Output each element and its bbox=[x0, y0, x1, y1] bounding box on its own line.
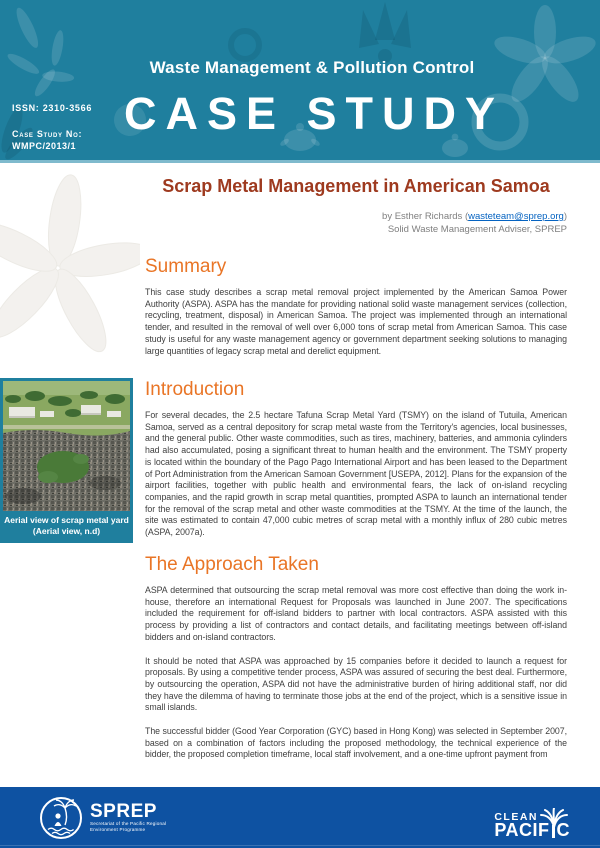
approach-paragraph-1: ASPA determined that outsourcing the scrap metal removal was more cost effective than doing the work in-house, therefore an international Request for Proposals was launched in June 2007. The specifications included the requirement for off-island bidders to partner with local contractors. ASPA assisted with this process by providing a list of contractors and contact details, and facilitating meetings between off-island bidders and on-island contractors. bbox=[145, 585, 567, 642]
summary-heading: Summary bbox=[145, 256, 227, 277]
sprep-wordmark bbox=[90, 802, 166, 832]
summary-paragraph: This case study describes a scrap metal removal project implemented by the American Samoa Power Authority (ASPA). ASPA has the mandate for providing national solid waste management services (collection, recycling, treatment, disposal) in American Samoa. The project was implemented through an international tender, and resulted in the removal of well over 6,000 tons of scrap metal from American Samoa. This case study is useful for any waste management agency or government department seeking solutions to managing large quantities of legacy scrap metal and derelict equipment. bbox=[145, 287, 567, 356]
header-divider bbox=[0, 160, 600, 163]
sprep-subtitle-line1: Secretariat of the Pacific Regional bbox=[90, 821, 167, 827]
approach-paragraph-2: It should be noted that ASPA was approached by 15 companies before it decided to launch a request for proposals. By using a competitive tender process, ASPA was assured of securing the best deal. Furthermore, by outsourcing the operation, ASPA did not have the administrative burden of hiring additional staff, nor did they have the dilemma of having to terminate those jobs at the end of the project, which is a sensitive issue in small islands. bbox=[145, 655, 567, 713]
figure-caption-line1: Aerial view of scrap metal yard bbox=[4, 515, 129, 525]
frangipani-watermark-icon bbox=[0, 168, 140, 378]
section-approach-taken bbox=[145, 554, 567, 773]
doc-type-title: CASE STUDY bbox=[123, 88, 505, 139]
clean-pacific-line2 bbox=[494, 822, 570, 839]
sprep-logo bbox=[38, 795, 166, 841]
introduction-paragraph: For several decades, the 2.5 hectare Tafuna Scrap Metal Yard (TSMY) on the island of Tutuila, American Samoa, served as a central depository for scrap metal waste from the Territory's agencies, local businesses, and the general public. Other waste commodities, such as tires, machinery, batteries, and ammonia cylinders had also accumulated, posing a significant threat to human health and the environment. The TSMY property is located within the boundary of the Pago Pago International Airport and has been leased to the Department of Port Administration from the American Samoan Government [USEPA, 2012]. Plans for the expansion of the airport facilities, together with public health and environmental fears, the lack of on-island recycling companies, and the rapid growth in scrap metal quantities, prompted ASPA to launch an international tender for the removal of the scrap metal and other waste commodities at the TSMY. At the time of the launch, the site was estimated to contain 47,000 cubic metres of scrap metal with a monthly influx of 280 cubic metres (ASPA, 2007a). bbox=[145, 410, 567, 538]
approach-heading: The Approach Taken bbox=[145, 554, 319, 575]
header-banner bbox=[0, 0, 600, 160]
sprep-subtitle-line2: Environment Programme bbox=[90, 827, 146, 832]
approach-paragraph-3: The successful bidder (Good Year Corporation (GYC) based in Hong Kong) was selected in September 2007, based on a combination of factors including the proposed methodology, the technical experience of the bidder, the proposed completion timeframe, local staff involvement, and a one-time upfront payment from bbox=[145, 726, 567, 760]
introduction-heading: Introduction bbox=[145, 379, 245, 400]
tapa-motif-icon bbox=[359, 2, 411, 63]
byline-suffix: ) bbox=[563, 211, 567, 222]
author-email-link[interactable]: wasteteam@sprep.org bbox=[468, 211, 564, 222]
pacific-suffix: C bbox=[556, 820, 570, 840]
scrap-yard-figure bbox=[0, 378, 133, 543]
section-introduction bbox=[145, 379, 567, 551]
section-summary bbox=[145, 256, 567, 369]
palm-tree-icon bbox=[551, 822, 556, 839]
figure-caption bbox=[3, 511, 130, 543]
series-title: Waste Management & Pollution Control bbox=[149, 58, 475, 77]
aerial-photo-image bbox=[3, 381, 130, 511]
case-study-no-value: WMPC/2013/1 bbox=[12, 141, 77, 151]
footer-bar bbox=[0, 787, 600, 848]
clean-pacific-line1: CLEAN bbox=[494, 811, 538, 823]
clean-pacific-logo bbox=[494, 796, 570, 839]
sprep-emblem-icon bbox=[38, 795, 84, 841]
issn-number: ISSN: 2310-3566 bbox=[12, 103, 93, 113]
case-study-no-label: Case Study No: bbox=[12, 129, 83, 139]
byline-author bbox=[145, 210, 567, 223]
issn-block bbox=[12, 102, 92, 152]
pacific-prefix: PACIF bbox=[494, 820, 550, 840]
byline bbox=[145, 210, 567, 236]
byline-role: Solid Waste Management Adviser, SPREP bbox=[387, 224, 567, 235]
figure-caption-line2: (Aerial view, n.d) bbox=[32, 526, 101, 536]
sprep-acronym: SPREP bbox=[90, 801, 157, 823]
page-title: Scrap Metal Management in American Samoa bbox=[162, 176, 550, 196]
byline-prefix: by Esther Richards ( bbox=[382, 211, 469, 222]
